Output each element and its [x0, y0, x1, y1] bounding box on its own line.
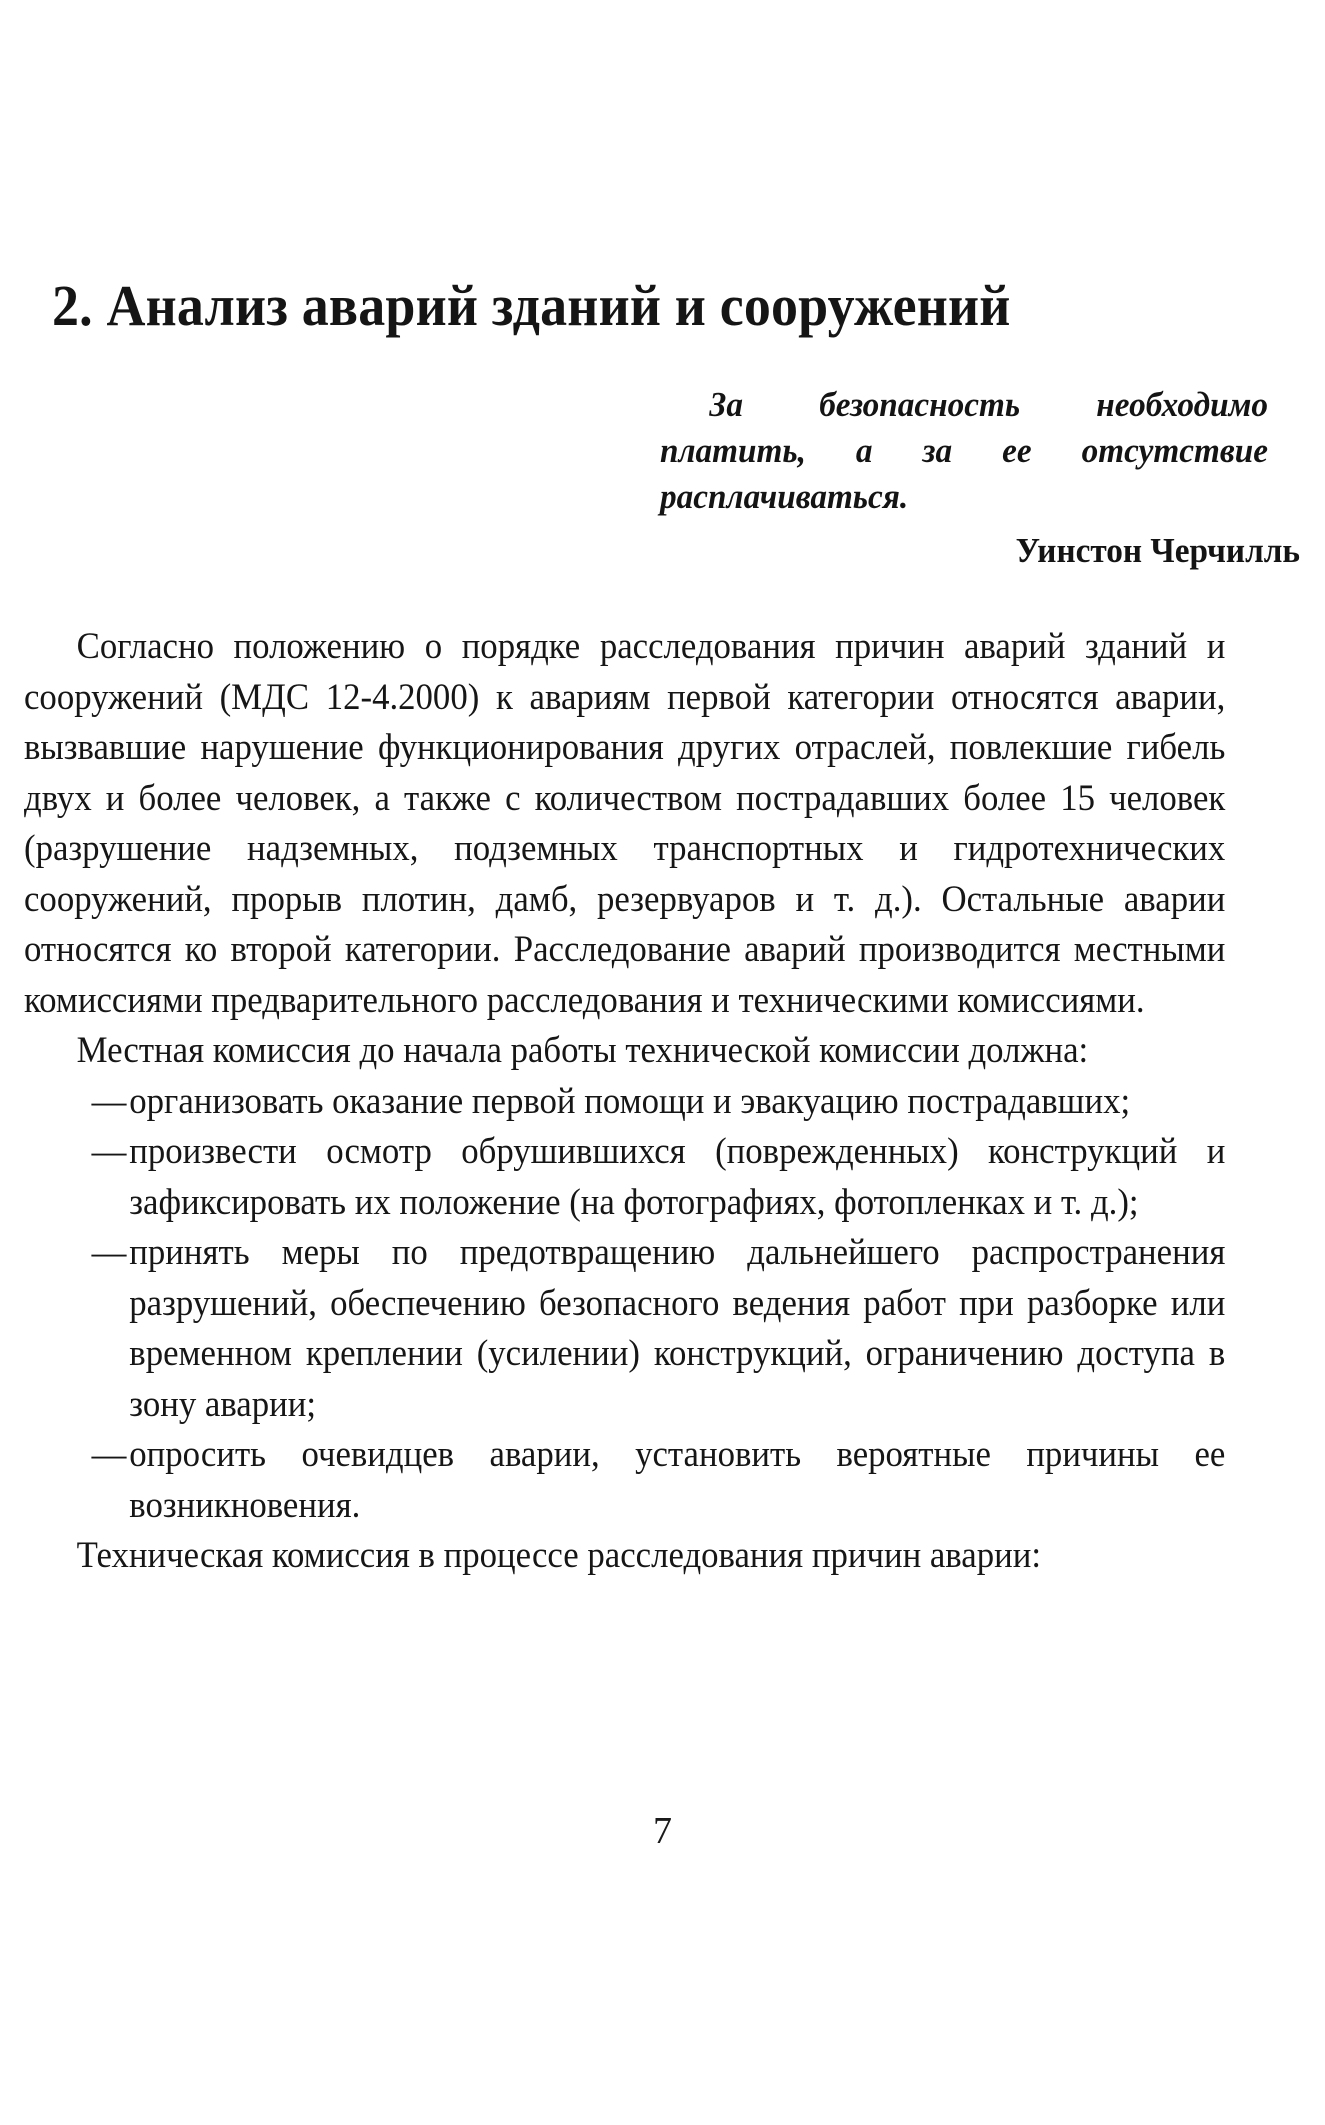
- page-number: 7: [653, 1810, 672, 1852]
- epigraph-author: Уинстон Черчилль: [1015, 530, 1300, 570]
- list-item-label: принять меры по предотвращению дальнейшего распространения разрушений, обеспечению безопасного ведения работ при разборке или временном креплении (усилении) конструкций, ограничению доступа в зону аварии;: [129, 1232, 1226, 1425]
- epigraph-block: [660, 382, 1300, 572]
- list-item: [24, 1077, 1225, 1128]
- paragraph-mds: Согласно положению о порядке расследования причин аварий зданий и сооружений (МДС 12-4.2000) к авариям первой категории относятся аварии, вызвавшие нарушение функционирования других отраслей, повлекшие гибель двух и более человек, а также с количеством пострадавших более 15 человек (разрушение надземных, подземных транспортных и гидротехнических сооружений, прорыв плотин, дамб, резервуаров и т. д.). Остальные аварии относятся ко второй категории. Расследование аварий производится местными комиссиями предварительного расследования и техническими комиссиями.: [24, 626, 1226, 1021]
- body-text: [24, 622, 1302, 1582]
- list-item: [24, 1127, 1225, 1228]
- dash-marker-icon: —: [91, 1434, 127, 1475]
- epigraph-quote: За безопасность необходимо платить, а за ее отсутствие расплачиваться.: [660, 385, 1268, 516]
- list-item-label: организовать оказание первой помощи и эвакуацию пострадавших;: [129, 1080, 1131, 1122]
- list-item: [24, 1228, 1225, 1430]
- paragraph-local-commission: Местная комиссия до начала работы технической комиссии должна:: [76, 1030, 1089, 1071]
- page-title: 2. Анализ аварий зданий и сооружений: [52, 272, 1011, 338]
- dash-marker-icon: —: [91, 1131, 127, 1172]
- dash-marker-icon: —: [91, 1232, 127, 1273]
- paragraph-technical-commission: Техническая комиссия в процессе расследования причин аварии:: [76, 1535, 1041, 1576]
- list-item-label: опросить очевидцев аварии, установить вероятные причины ее возникновения.: [129, 1434, 1226, 1526]
- list-item-label: произвести осмотр обрушившихся (поврежденных) конструкций и зафиксировать их положение (на фотографиях, фотопленках и т. д.);: [129, 1131, 1226, 1223]
- dash-marker-icon: —: [91, 1080, 127, 1122]
- duties-list: [24, 1077, 1302, 1532]
- list-item: [24, 1430, 1225, 1531]
